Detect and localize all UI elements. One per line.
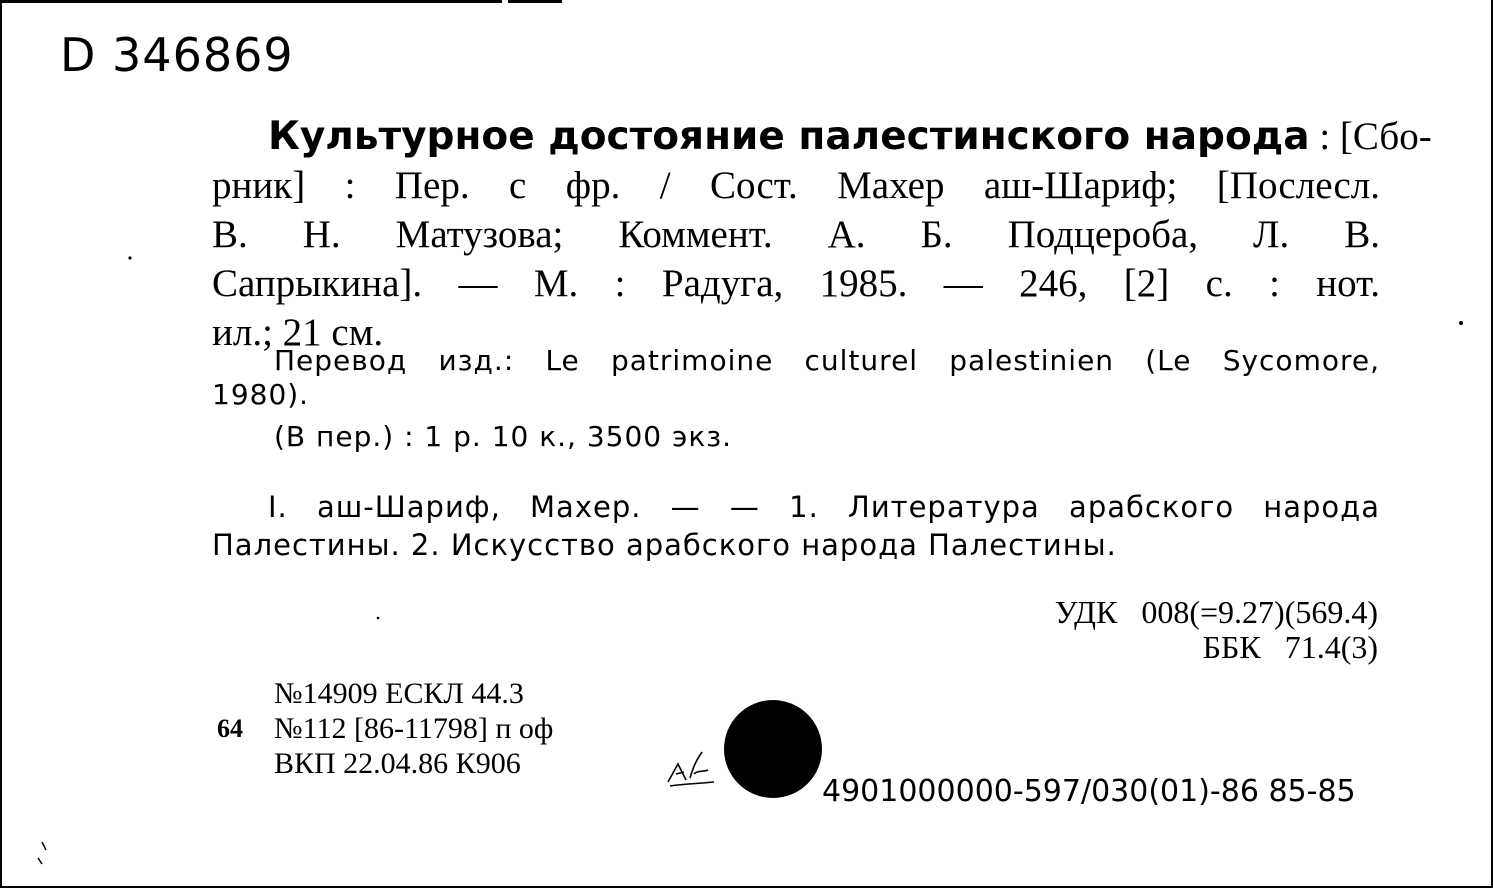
classification-indices <box>1055 595 1378 665</box>
isbn-code: 4901000000-597/030(01)-86 85-85 <box>822 774 1356 809</box>
side-number: 64 <box>217 714 243 743</box>
accession-number: D 346869 <box>60 28 294 82</box>
title-rest: : [Сбо- <box>1309 115 1432 158</box>
tracing-line: I. аш-Шариф, Махер. — — 1. Литература арабского народа <box>268 490 1380 524</box>
description-line: Сапрыкина]. — М. : Радуга, 1985. — 246, [2] с. : нот. <box>212 262 1380 305</box>
title-bold: Культурное достояние палестинского народа <box>268 114 1310 159</box>
price-note <box>212 420 1380 454</box>
note-line: Перевод изд.: Le patrimoine culturel palestinien (Le Sycomore, <box>274 344 1380 377</box>
filled-circle-mark <box>724 700 822 798</box>
tracing-line: Палестины. 2. Искусство арабского народа Палестины. <box>212 528 1117 562</box>
bibliographic-description <box>212 112 1432 357</box>
description-line: рник] : Пер. с фр. / Сост. Махер аш-Шариф; [Послесл. <box>212 164 1380 207</box>
technical-info <box>274 676 553 781</box>
top-border-segment <box>2 0 502 3</box>
subject-tracings <box>212 488 1380 564</box>
translation-note <box>212 344 1380 412</box>
description-line: В. Н. Матузова; Коммент. А. Б. Подцероба, Л. В. <box>212 213 1380 256</box>
tech-line: №14909 ЕСКЛ 44.3 <box>274 677 524 710</box>
signature-icon <box>664 744 720 788</box>
tech-line: №112 [86-11798] п оф <box>274 712 554 745</box>
title-line <box>212 112 1432 161</box>
note-line: 1980). <box>212 378 310 411</box>
tech-line: ВКП 22.04.86 К906 <box>274 747 521 780</box>
bbk-index: ББК 71.4(3) <box>1202 629 1378 665</box>
price-line: (В пер.) : 1 р. 10 к., 3500 экз. <box>274 420 733 453</box>
top-border-segment <box>508 0 562 3</box>
description-line: ил.; 21 см. <box>212 311 384 354</box>
udk-index: УДК 008(=9.27)(569.4) <box>1054 594 1378 630</box>
